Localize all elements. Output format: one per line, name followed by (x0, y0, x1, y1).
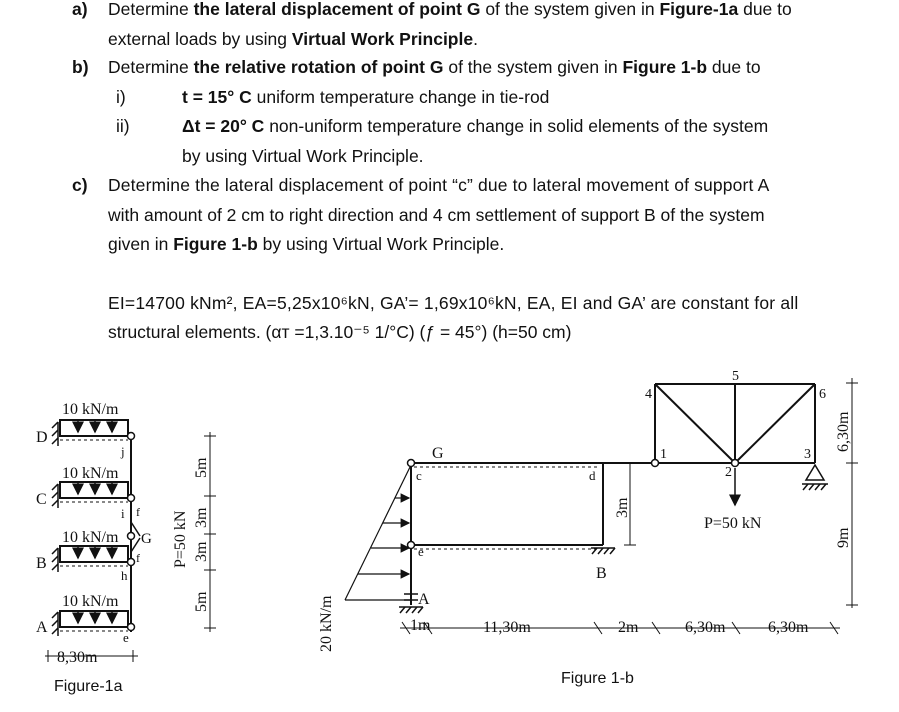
node-1: 1 (660, 447, 667, 462)
dim-3m-1b: 3m (614, 497, 631, 518)
dim-11-30m: 11,30m (483, 619, 531, 636)
triangular-load (345, 465, 411, 600)
node-6: 6 (819, 387, 826, 402)
label-c: c) (72, 175, 88, 195)
problem-b-i-label: i) (116, 87, 126, 107)
left-supports (52, 422, 58, 636)
label-a: a) (72, 0, 88, 19)
node-5: 5 (732, 369, 739, 384)
beam-c (60, 482, 131, 498)
dim-1m: 1m (410, 617, 431, 634)
support-b: B (36, 555, 47, 572)
caption-figure-1b: Figure 1-b (561, 670, 634, 687)
dim-6-30m-v: 6,30m (835, 411, 852, 452)
supports-1b (399, 465, 828, 613)
p-load-label: P=50 kN (704, 515, 762, 532)
point-c: c (416, 468, 422, 483)
figure-1b-labels (318, 369, 852, 652)
dim-3m-a: 3m (193, 507, 210, 528)
span-8-30m: 8,30m (57, 649, 98, 666)
problem-c-line3: given in Figure 1-b by using Virtual Work Principle. (108, 234, 505, 254)
dim-9m: 9m (835, 527, 852, 548)
dim-5m-top: 5m (193, 457, 210, 478)
tri-load-label: 20 kN/m (318, 595, 335, 652)
point-e-1b: e (418, 544, 424, 559)
node-2: 2 (725, 465, 732, 480)
dim-5m-bottom: 5m (193, 591, 210, 612)
point-a: A (418, 591, 430, 608)
support-c: C (36, 491, 47, 508)
label-b: b) (72, 57, 89, 77)
node-3: 3 (804, 447, 811, 462)
point-g-1a: G (141, 531, 152, 547)
side-load-p50: P=50 kN (172, 510, 189, 568)
problem-b-last: by using Virtual Work Principle. (182, 146, 424, 166)
problem-a-line1: Determine the lateral displacement of point G of the system given in Figure-1a due to (108, 0, 792, 19)
caption-figure-1a: Figure-1a (54, 678, 123, 695)
support-a: A (36, 619, 48, 636)
dim-2m: 2m (618, 619, 639, 636)
beam-d (60, 420, 131, 436)
point-b: B (596, 565, 607, 582)
problem-a-line2: external loads by using Virtual Work Principle. (108, 29, 478, 49)
problem-c-line1: Determine the lateral displacement of point “c” due to lateral movement of support A (108, 175, 770, 195)
load-label-a: 10 kN/m (62, 593, 119, 610)
properties-line1: EI=14700 kNm², EA=5,25x10⁶kN, GA’= 1,69x10⁶kN, EA, EI and GA’ are constant for all (108, 293, 799, 313)
load-label-b: 10 kN/m (62, 529, 119, 546)
point-g-1b: G (432, 445, 444, 462)
beam-a (60, 611, 131, 627)
problem-c-line2: with amount of 2 cm to right direction and 4 cm settlement of support B of the system (108, 205, 765, 225)
problem-b-i: t = 15° C uniform temperature change in tie-rod (182, 87, 550, 107)
support-d: D (36, 429, 48, 446)
point-i: i (121, 506, 125, 521)
beam-b (60, 546, 131, 562)
point-e-1a: e (123, 630, 129, 645)
load-label-c: 10 kN/m (62, 465, 119, 482)
node-4: 4 (645, 387, 652, 402)
dim-3m-b: 3m (193, 541, 210, 562)
point-h: h (121, 568, 128, 583)
point-f2: f (136, 551, 140, 565)
point-f: f (136, 505, 140, 519)
problem-b-ii-label: ii) (116, 116, 130, 136)
problem-b-ii: Δt = 20° C non-uniform temperature change in solid elements of the system (182, 116, 769, 136)
point-j: j (121, 444, 125, 459)
dim-6-30m-b: 6,30m (768, 619, 809, 636)
load-label-d: 10 kN/m (62, 401, 119, 418)
problem-b-line1: Determine the relative rotation of point G of the system given in Figure 1-b due to (108, 57, 761, 77)
properties-line2: structural elements. (αᴛ =1,3.10⁻⁵ 1/°C) (ƒ = 45°) (h=50 cm) (108, 322, 572, 342)
point-d: d (589, 468, 596, 483)
dim-6-30m-a: 6,30m (685, 619, 726, 636)
